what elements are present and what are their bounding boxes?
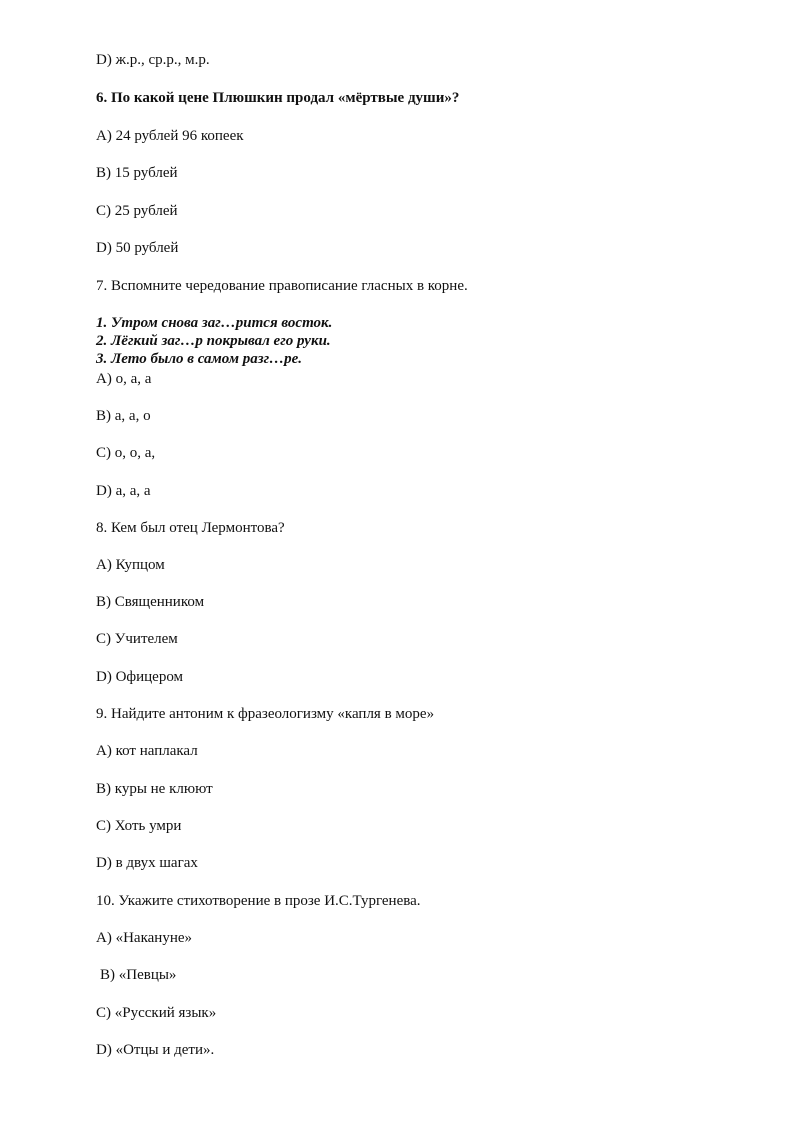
question-7-option-d: D) а, а, а: [96, 483, 151, 499]
question-10-option-a: A) «Накануне»: [96, 930, 192, 946]
question-8-option-a: A) Купцом: [96, 557, 165, 573]
question-6-title: 6. По какой цене Плюшкин продал «мёртвые души»?: [96, 90, 460, 106]
question-7-title: 7. Вспомните чередование правописание гласных в корне.: [96, 278, 468, 294]
question-10-option-c: C) «Русский язык»: [96, 1005, 217, 1021]
question-9-title: 9. Найдите антоним к фразеологизму «капля в море»: [96, 706, 435, 722]
question-9-option-d: D) в двух шагах: [96, 855, 198, 871]
question-10-option-b: B) «Певцы»: [100, 967, 177, 983]
question-10-title: 10. Укажите стихотворение в прозе И.С.Тургенева.: [96, 893, 421, 909]
question-6-option-d: D) 50 рублей: [96, 240, 179, 256]
question-7-option-a: A) о, а, а: [96, 371, 152, 387]
question-9-option-a: A) кот наплакал: [96, 743, 198, 759]
question-8-option-c: C) Учителем: [96, 631, 178, 647]
question-6-option-a: A) 24 рублей 96 копеек: [96, 128, 244, 144]
question-9-option-c: C) Хоть умри: [96, 818, 182, 834]
question-7-option-c: C) о, о, а,: [96, 445, 156, 461]
question-10-option-d: D) «Отцы и дети».: [96, 1042, 215, 1058]
question-8-option-b: B) Священником: [96, 594, 205, 610]
question-7-sentence-3: 3. Лето было в самом разг…ре.: [96, 351, 303, 367]
question-7-option-b: B) а, а, о: [96, 408, 151, 424]
question-8-title: 8. Кем был отец Лермонтова?: [96, 520, 285, 536]
question-7-sentence-1: 1. Утром снова заг…рится восток.: [96, 315, 333, 331]
question-6-option-b: B) 15 рублей: [96, 165, 178, 181]
answer-d-prev: D) ж.р., ср.р., м.р.: [96, 52, 210, 68]
question-9-option-b: B) куры не клюют: [96, 781, 213, 797]
question-8-option-d: D) Офицером: [96, 669, 184, 685]
question-7-sentence-2: 2. Лёгкий заг…р покрывал его руки.: [96, 333, 331, 349]
question-6-option-c: C) 25 рублей: [96, 203, 178, 219]
